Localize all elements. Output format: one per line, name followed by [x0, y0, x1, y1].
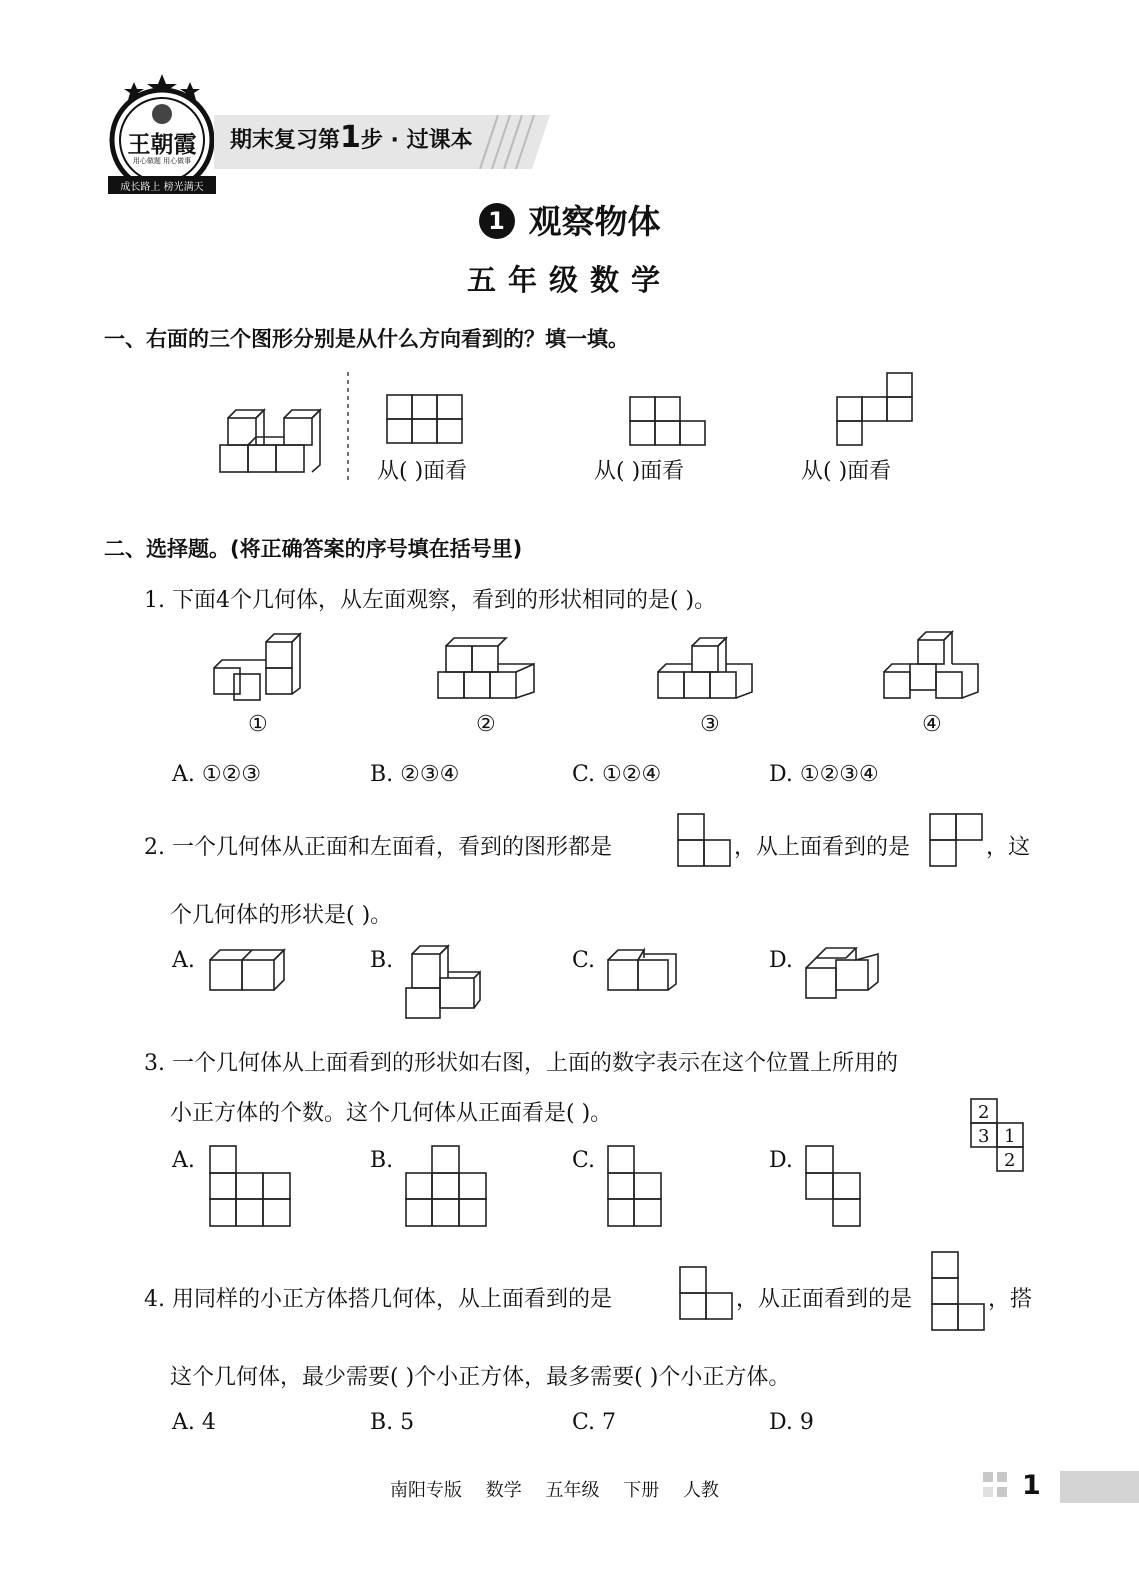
grid-number-3: 1	[1004, 1126, 1016, 1147]
q4-option-d[interactable]: D. 9	[769, 1410, 814, 1435]
q2-option-a[interactable]: A.	[172, 948, 195, 973]
footer-subject: 数学	[485, 1480, 522, 1501]
view-figure-1	[387, 395, 462, 443]
question-3-text-1: 3. 一个几何体从上面看到的形状如右图，上面的数字表示在这个位置上所用的	[144, 1051, 898, 1076]
question-2-text-c: ，这	[986, 835, 1031, 860]
footer-grade: 五年级	[545, 1480, 600, 1501]
footer-publisher: 人教	[682, 1480, 719, 1501]
q2-solid-d	[806, 948, 878, 998]
solid-2	[438, 638, 534, 698]
brand-logo	[104, 70, 220, 198]
solid-label-1: ①	[248, 712, 268, 737]
view-blank-2[interactable]: 从( )面看	[594, 459, 685, 484]
q3-view-d	[806, 1146, 860, 1226]
q3-option-d[interactable]: D.	[769, 1148, 793, 1173]
question-1-solids	[200, 628, 1000, 708]
question-2-text-b: ，从上面看到的是	[734, 835, 911, 860]
q2-option-solids	[200, 938, 900, 1022]
solid-label-4: ④	[922, 712, 942, 737]
footer-deco-square	[997, 1472, 1007, 1482]
footer-edition: 南阳专版	[390, 1480, 462, 1501]
solid-label-3: ③	[700, 712, 720, 737]
chapter-number-badge: 1	[479, 203, 515, 239]
page-number-bar	[1060, 1471, 1139, 1503]
question-1-text: 1. 下面4个几何体，从左面观察，看到的形状相同的是( )。	[144, 588, 717, 613]
grid-number-2: 3	[978, 1126, 990, 1147]
q1-option-c[interactable]: C. ①②④	[572, 762, 662, 787]
logo-slogan: 用心做题 用心做事	[132, 157, 192, 165]
question-2-text-a: 2. 一个几何体从正面和左面看，看到的图形都是	[144, 835, 612, 860]
view-figure-2	[630, 397, 705, 445]
solid-1	[214, 634, 300, 700]
q3-option-a[interactable]: A.	[172, 1148, 195, 1173]
grid-number-1: 2	[978, 1102, 990, 1123]
q2-front-side-view	[676, 812, 734, 870]
q2-option-b[interactable]: B.	[370, 948, 394, 973]
solid-4	[884, 632, 978, 698]
logo-title: 王朝霞	[127, 131, 197, 158]
question-4-text-b: ，从正面看到的是	[736, 1287, 913, 1312]
q3-option-views	[200, 1140, 900, 1232]
view-figure-3	[837, 373, 912, 445]
q2-option-d[interactable]: D.	[769, 948, 793, 973]
q3-top-view-grid	[968, 1096, 1028, 1178]
q3-view-a	[210, 1146, 290, 1226]
solid-3	[658, 638, 752, 698]
page-number: 1	[1022, 1470, 1041, 1501]
q4-front-view	[930, 1250, 988, 1334]
q2-top-view	[928, 812, 986, 870]
page-footer	[390, 1476, 737, 1502]
question-2-text-d: 个几何体的形状是( )。	[170, 903, 393, 928]
question-3-text-2: 小正方体的个数。这个几何体从正面看是( )。	[170, 1101, 613, 1126]
view-blank-3[interactable]: 从( )面看	[801, 459, 892, 484]
section-1-title: 一、右面的三个图形分别是从什么方向看到的？填一填。	[104, 327, 629, 351]
question-4-text-a: 4. 用同样的小正方体搭几何体，从上面看到的是	[144, 1287, 612, 1312]
section-2-title: 二、选择题。(将正确答案的序号填在括号里)	[104, 537, 523, 561]
q4-option-a[interactable]: A. 4	[172, 1410, 216, 1435]
question-4-text-d: 这个几何体，最少需要( )个小正方体，最多需要( )个小正方体。	[170, 1365, 791, 1390]
subject-title: 五年级数学	[466, 263, 672, 297]
q3-view-b	[406, 1146, 486, 1226]
q4-top-view	[678, 1265, 736, 1323]
question-4-text-c: ，搭	[988, 1287, 1033, 1312]
q4-option-b[interactable]: B. 5	[370, 1410, 415, 1435]
q2-solid-b	[406, 946, 480, 1018]
chapter-title: 1 观察物体	[0, 196, 1139, 243]
footer-deco-square	[997, 1487, 1007, 1497]
q2-option-c[interactable]: C.	[572, 948, 596, 973]
q4-option-c[interactable]: C. 7	[572, 1410, 617, 1435]
footer-deco-square	[983, 1472, 993, 1482]
q1-option-d[interactable]: D. ①②③④	[769, 762, 879, 787]
grid-number-4: 2	[1004, 1150, 1016, 1171]
solid-label-2: ②	[476, 712, 496, 737]
footer-volume: 下册	[623, 1480, 660, 1501]
q1-option-b[interactable]: B. ②③④	[370, 762, 460, 787]
q2-solid-a	[210, 950, 284, 990]
footer-deco-square	[983, 1487, 993, 1497]
q1-option-a[interactable]: A. ①②③	[172, 762, 262, 787]
view-blank-1[interactable]: 从( )面看	[377, 459, 468, 484]
q3-view-c	[608, 1146, 661, 1226]
step-banner-label: 期末复习第1步 · 过课本	[230, 120, 473, 155]
q3-option-c[interactable]: C.	[572, 1148, 596, 1173]
section-1-solid	[220, 410, 320, 472]
q2-solid-c	[608, 950, 676, 990]
q3-option-b[interactable]: B.	[370, 1148, 394, 1173]
logo-ribbon-text: 成长路上 榜光满天	[120, 182, 204, 193]
